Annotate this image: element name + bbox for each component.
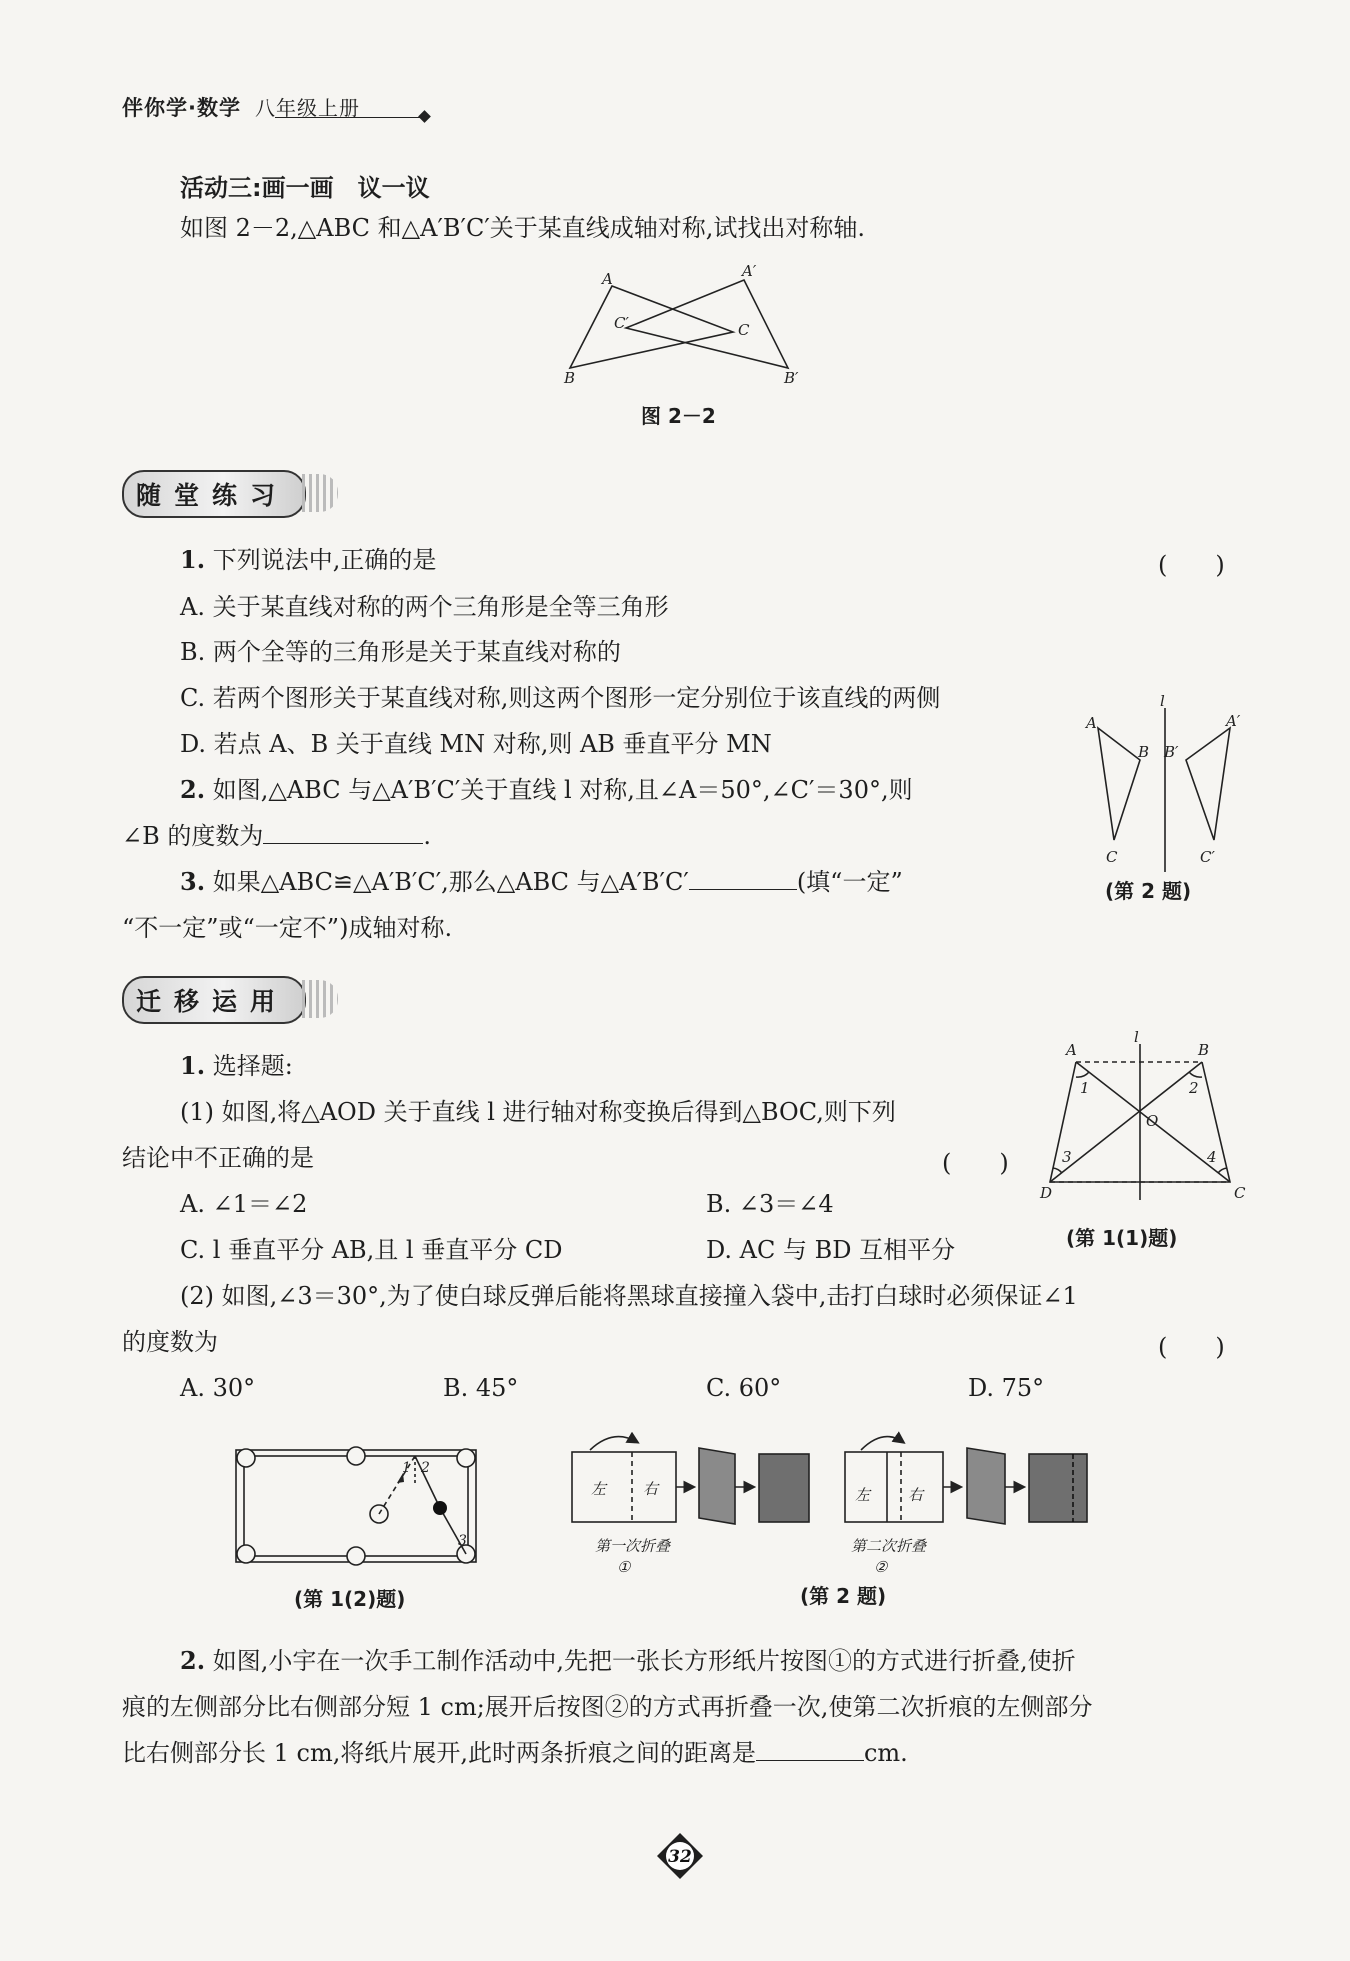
practice-q3-line2: “不一定”或“一定不”)成轴对称. [122,914,453,942]
apply-banner [122,976,328,1022]
svg-text:O: O [1146,1112,1159,1130]
fig22-label-b1: B′ [784,369,799,387]
practice-q1-option-b: B. 两个全等的三角形是关于某直线对称的 [180,638,621,666]
folding-figure-caption: (第 2 题) [800,1584,887,1608]
fold1-folding-icon [699,1448,735,1524]
practice-q3-blank[interactable] [689,867,797,890]
apply-q1-2-option-d: D. 75° [968,1374,1045,1402]
apply-q1-2-option-a: A. 30° [180,1374,256,1402]
billiard-figure-caption: (第 1(2)题) [294,1587,406,1611]
svg-text:2: 2 [1189,1079,1199,1097]
apply-q1-stem: 1. 选择题: [180,1051,293,1080]
fig22-label-a: A [602,270,613,288]
apply-banner-label: 迁移运用 [136,987,289,1016]
svg-text:第一次折叠: 第一次折叠 [595,1537,671,1555]
fold2-result-icon [1029,1454,1087,1522]
practice-q2-blank[interactable] [263,821,423,844]
apply-q1-1-line2: 结论中不正确的是 [122,1144,314,1172]
svg-text:1: 1 [402,1460,411,1476]
svg-text:A: A [1086,714,1097,732]
pocket-bottom-middle-icon [347,1547,365,1565]
practice-q1-option-c: C. 若两个图形关于某直线对称,则这两个图形一定分别位于该直线的两侧 [180,684,941,712]
apply-q1-1-option-b: B. ∠3＝∠4 [706,1190,834,1218]
practice-q1-answer-bracket: ( ) [1158,551,1225,579]
page-number-badge [655,1831,705,1881]
practice-q1-option-a: A. 关于某直线对称的两个三角形是全等三角形 [180,593,669,621]
svg-text:B′: B′ [1164,743,1179,761]
apply-q1-1-option-c: C. l 垂直平分 AB,且 l 垂直平分 CD [180,1236,563,1264]
apply-q1-1-figure [1040,1028,1246,1210]
fig22-label-b: B [564,369,576,387]
svg-text:A: A [1066,1041,1077,1059]
figure-2-2-caption: 图 2－2 [641,404,716,428]
svg-text:3: 3 [1062,1148,1072,1166]
practice-q2-figure [1080,692,1255,872]
svg-text:C: C [1234,1184,1246,1202]
practice-q2-line2: ∠B 的度数为 . [122,822,432,850]
fig22-label-c: C [738,321,750,339]
book-title: 伴你学·数学 [122,96,241,120]
grade-label: 八年级上册 [254,96,360,120]
svg-text:C: C [1106,848,1118,866]
apply-q1-1-line1: (1) 如图,将△AOD 关于直线 l 进行轴对称变换后得到△BOC,则下列 [180,1098,896,1126]
svg-text:l: l [1160,692,1165,710]
svg-text:l: l [1134,1028,1139,1046]
billiard-table-figure [230,1440,490,1570]
pocket-top-right-icon [457,1449,475,1467]
svg-text:2: 2 [421,1460,430,1476]
svg-text:4: 4 [1207,1148,1217,1166]
practice-figure-caption: (第 2 题) [1105,879,1192,903]
fold2-arrow-icon [861,1437,903,1450]
triangle-a1b1c1 [1186,728,1230,840]
paper-folding-figure [565,1420,1135,1576]
svg-text:D: D [1040,1184,1053,1202]
fold1-arrow-icon [590,1437,637,1450]
practice-q1-stem: 下列说法中,正确的是 [212,546,437,574]
triangle-abc [1098,728,1140,840]
svg-text:B: B [1138,743,1150,761]
svg-text:左: 左 [591,1480,607,1498]
apply-q1-2-option-c: C. 60° [706,1374,782,1402]
practice-q1-option-d: D. 若点 A、B 关于直线 MN 对称,则 AB 垂直平分 MN [180,730,772,758]
apply-q2-line3: 比右侧部分长 1 cm,将纸片展开,此时两条折痕之间的距离是 cm. [122,1739,908,1767]
svg-text:B: B [1198,1041,1210,1059]
apply-q1-1-figure-caption: (第 1(1)题) [1066,1226,1178,1250]
apply-q1-2-option-b: B. 45° [443,1374,519,1402]
pocket-bottom-left-icon [237,1545,255,1563]
activity-text: 如图 2－2,△ABC 和△A′B′C′关于某直线成轴对称,试找出对称轴. [180,214,866,242]
svg-text:第二次折叠: 第二次折叠 [851,1537,927,1555]
figure-2-2 [550,258,810,388]
practice-q3-line1: 3. 如果△ABC≌△A′B′C′,那么△ABC 与△A′B′C′ (填“一定” [180,867,903,896]
pocket-top-left-icon [237,1449,255,1467]
apply-q1-2-line2: 的度数为 [122,1328,218,1356]
header-diamond-icon [418,110,431,123]
apply-q1-1-option-a: A. ∠1＝∠2 [180,1190,308,1218]
apply-q2-blank[interactable] [756,1738,864,1761]
activity-title: 活动三:画一画 议一议 [180,174,430,202]
svg-text:A′: A′ [1226,712,1241,730]
header-rule [275,117,423,118]
fold1-paper [572,1452,676,1522]
triangle-abc [570,286,733,368]
pocket-top-middle-icon [347,1447,365,1465]
practice-q2-line1: 2. 如图,△ABC 与△A′B′C′关于直线 l 对称,且∠A＝50°,∠C′＝30°,则 [180,775,913,804]
practice-banner [122,470,328,516]
practice-q1: 1. 下列说法中,正确的是 [180,545,437,574]
page-number: 32 [668,1847,692,1867]
apply-q1-2-answer-bracket: ( ) [1158,1333,1225,1361]
apply-q1-2-line1: (2) 如图,∠3＝30°,为了使白球反弹后能将黑球直接撞入袋中,击打白球时必须保证∠1 [180,1282,1078,1310]
svg-text:左: 左 [855,1486,871,1504]
apply-q2-line1: 2. 如图,小宇在一次手工制作活动中,先把一张长方形纸片按图①的方式进行折叠,使折 [180,1646,1076,1675]
apply-q1-1-answer-bracket: ( ) [942,1149,1009,1177]
svg-text:②: ② [874,1558,888,1576]
practice-banner-label: 随堂练习 [136,481,289,510]
apply-q1-1-option-d: D. AC 与 BD 互相平分 [706,1236,956,1264]
fig22-label-c1: C′ [614,314,629,332]
svg-text:3: 3 [458,1533,467,1549]
svg-text:C′: C′ [1200,848,1215,866]
svg-text:1: 1 [1080,1079,1090,1097]
fold2-folding-icon [967,1448,1005,1524]
fold1-result-icon [759,1454,809,1522]
svg-text:①: ① [617,1558,631,1576]
fig22-label-a1: A′ [742,262,757,280]
black-ball-icon [433,1501,447,1515]
svg-text:右: 右 [643,1480,659,1498]
triangle-a1b1c1 [626,280,788,368]
svg-text:右: 右 [908,1486,924,1504]
apply-q2-line2: 痕的左侧部分比右侧部分短 1 cm;展开后按图②的方式再折叠一次,使第二次折痕的左侧部分 [122,1693,1093,1721]
